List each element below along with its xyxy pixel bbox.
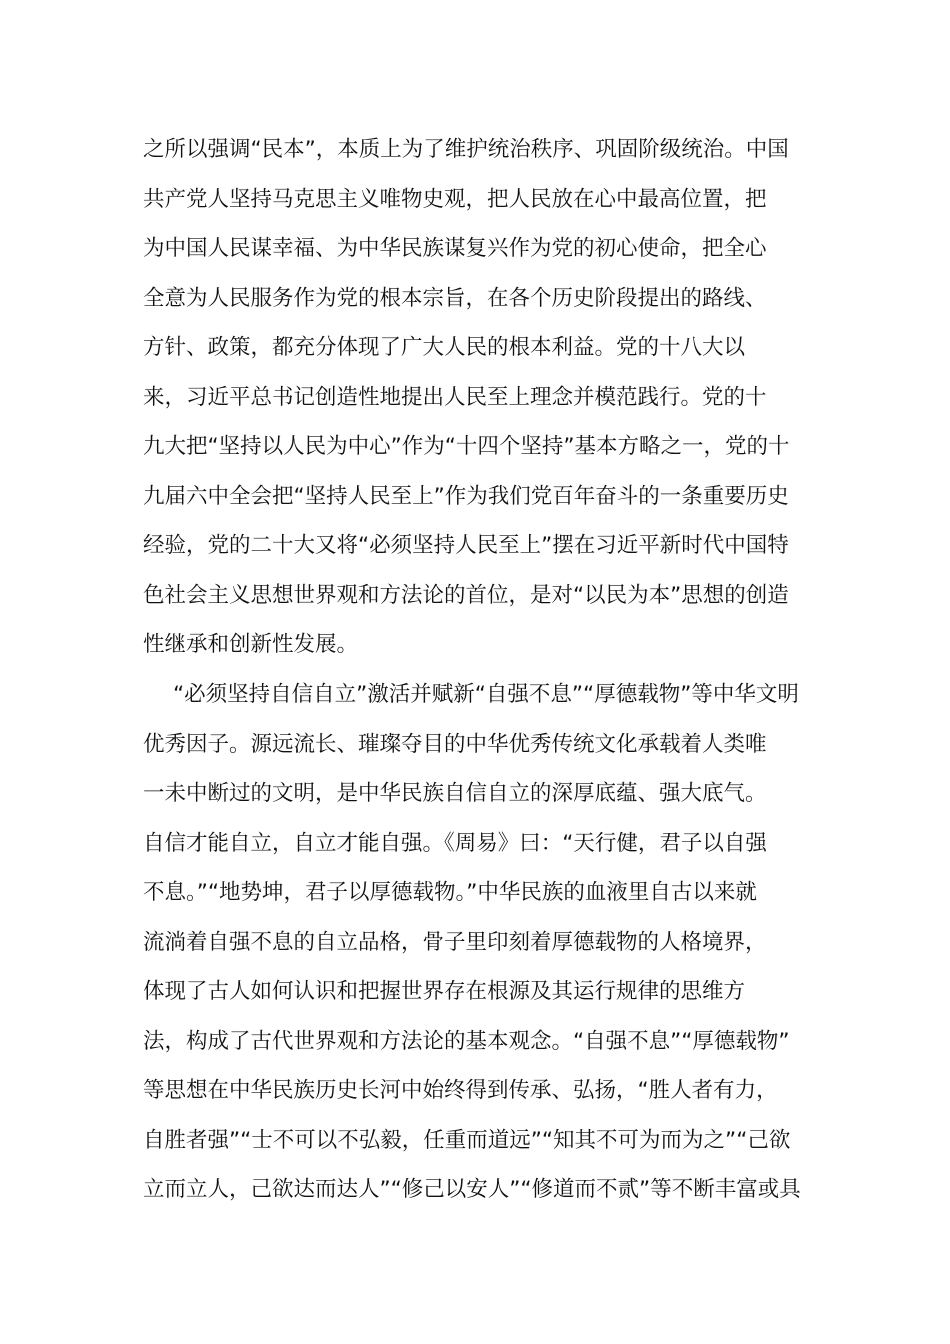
text-line: 自信才能自立，自立才能自强。《周易》曰：“天行健，君子以自强	[143, 830, 767, 856]
text-line: 全意为人民服务作为党的根本宗旨，在各个历史阶段提出的路线、	[143, 285, 767, 311]
text-line: 九届六中全会把“坚持人民至上”作为我们党百年奋斗的一条重要历史	[143, 483, 789, 509]
text-line: 法，构成了古代世界观和方法论的基本观念。“自强不息”“厚德载物”	[143, 1028, 790, 1054]
text-line: 方针、政策，都充分体现了广大人民的根本利益。党的十八大以	[143, 335, 746, 360]
text-line: 不息。”“地势坤，君子以厚德载物。”中华民族的血液里自古以来就	[143, 880, 757, 905]
text-line: 等思想在中华民族历史长河中始终得到传承、弘扬，“胜人者有力，	[143, 1078, 778, 1103]
text-line: 经验，党的二十大又将“必须坚持人民至上”摆在习近平新时代中国特	[143, 533, 789, 558]
text-line: 立而立人，己欲达而达人”“修己以安人”“修道而不贰”等不断丰富或具	[143, 1177, 801, 1202]
text-line: 性继承和创新性发展。	[143, 632, 359, 657]
text-line: 九大把“坚持以人民为中心”作为“十四个坚持”基本方略之一，党的十	[143, 434, 790, 459]
text-line: 为中国人民谋幸福、为中华民族谋复兴作为党的初心使命，把全心	[143, 236, 767, 261]
text-line: 色社会主义思想世界观和方法论的首位，是对“以民为本”思想的创造	[143, 582, 789, 608]
text-line: 之所以强调“民本”，本质上为了维护统治秩序、巩固阶级统治。中国	[143, 137, 789, 162]
text-line: 流淌着自强不息的自立品格，骨子里印刻着厚德载物的人格境界，	[143, 929, 767, 955]
text-line: 优秀因子。源远流长、璀璨夺目的中华优秀传统文化承载着人类唯	[143, 731, 767, 757]
paragraph-2	[143, 670, 811, 1215]
text-line: 来，习近平总书记创造性地提出人民至上理念并模范践行。党的十	[143, 384, 767, 410]
text-line-first: “必须坚持自信自立”激活并赋新“自强不息”“厚德载物”等中华文明	[173, 682, 799, 707]
paragraph-1	[143, 125, 811, 670]
text-line: 共产党人坚持马克思主义唯物史观，把人民放在心中最高位置，把	[143, 186, 767, 212]
text-line: 体现了古人如何认识和把握世界存在根源及其运行规律的思维方	[143, 979, 746, 1004]
text-line: 自胜者强”“士不可以不弘毅，任重而道远”“知其不可为而为之”“己欲	[143, 1127, 791, 1153]
text-line: 一未中断过的文明，是中华民族自信自立的深厚底蕴、强大底气。	[143, 781, 767, 806]
